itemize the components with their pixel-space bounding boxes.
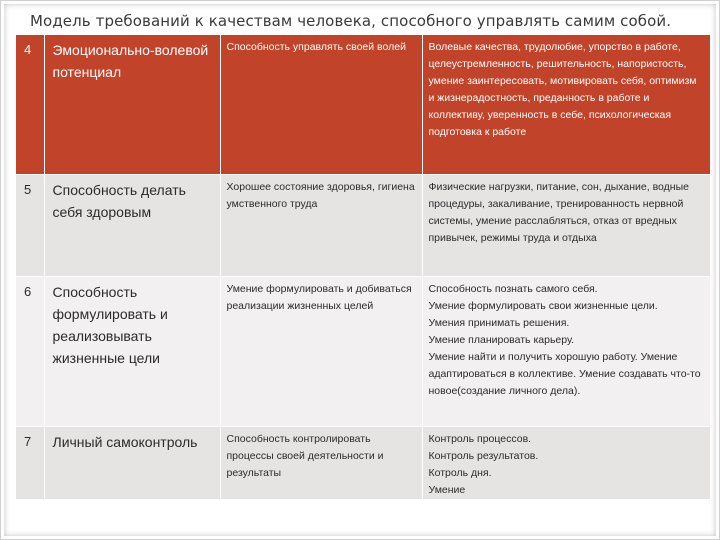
ability-description: Способность управлять своей волей	[220, 35, 422, 174]
quality-line: Умения принимать решения.	[428, 316, 570, 329]
table-row	[16, 174, 710, 276]
table-row	[16, 35, 710, 174]
ability-description: Хорошее состояние здоровья, гигиена умственного труда	[220, 174, 422, 276]
ability-description: Умение формулировать и добиваться реализации жизненных целей	[220, 276, 422, 426]
table-row	[16, 426, 710, 499]
ability-name: Личный самоконтроль	[44, 426, 220, 499]
quality-line: Умение планировать карьеру.	[428, 333, 575, 346]
quality-line: Умение найти и получить хорошую работу. Умение адаптироваться в коллективе. Умение создавать что-то новое(создание личного дела).	[428, 350, 701, 397]
row-number: 5	[16, 174, 44, 276]
required-qualities	[422, 276, 710, 426]
requirements-table	[16, 35, 711, 500]
ability-name: Способность делать себя здоровым	[44, 174, 220, 276]
quality-line: Умение	[428, 483, 466, 496]
table-row	[16, 276, 710, 426]
quality-line: Контроль процессов.	[428, 432, 532, 445]
row-number: 7	[16, 426, 44, 499]
ability-description: Способность контролировать процессы своей деятельности и результаты	[220, 426, 422, 499]
required-qualities: Физические нагрузки, питание, сон, дыхание, водные процедуры, закаливание, тренированность нервной системы, умение расслабляться, отказ от вредных привычек, режимы труда и отдыха	[422, 174, 710, 276]
ability-name: Способность формулировать и реализовывать жизненные цели	[44, 276, 220, 426]
ability-name: Эмоционально-волевой потенциал	[44, 35, 220, 174]
row-number: 4	[16, 35, 44, 174]
slide-title: Модель требований к качествам человека, способного управлять самим собой.	[30, 12, 672, 30]
quality-line: Умение формулировать свои жизненные цели.	[428, 299, 658, 312]
quality-line: Контроль результатов.	[428, 449, 539, 462]
required-qualities	[422, 426, 710, 499]
quality-line: Котроль дня.	[428, 466, 492, 479]
required-qualities: Волевые качества, трудолюбие, упорство в работе, целеустремленность, решительность, напористость, умение заинтересовать, мотивировать себя, оптимизм и жизнерадостность, преданность в работе и коллективу, уверенность в себе, психологическая подготовка к работе	[422, 35, 710, 174]
row-number: 6	[16, 276, 44, 426]
quality-line: Способность познать самого себя.	[428, 282, 598, 295]
